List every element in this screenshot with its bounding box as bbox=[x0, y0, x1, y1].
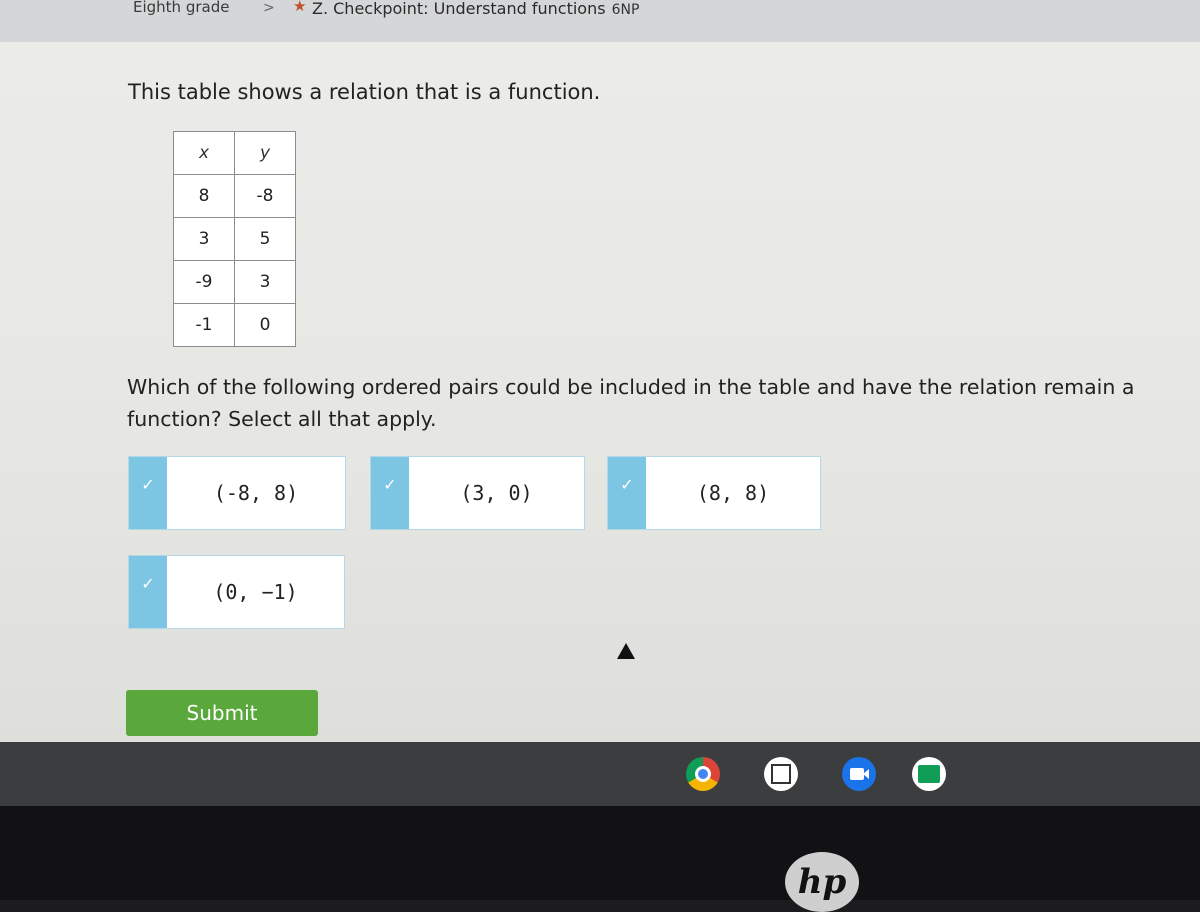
checkmark-icon: ✓ bbox=[371, 457, 409, 529]
table-cell: 0 bbox=[235, 304, 296, 347]
table-cell: -9 bbox=[174, 261, 235, 304]
function-table bbox=[173, 131, 296, 347]
breadcrumb bbox=[0, 0, 1200, 42]
mouse-cursor-icon bbox=[617, 643, 635, 659]
table-header-row bbox=[174, 132, 296, 175]
table-row bbox=[174, 304, 296, 347]
skill-title: Z. Checkpoint: Understand functions bbox=[312, 0, 606, 18]
google-classroom-icon-board bbox=[918, 765, 940, 783]
table-cell: 3 bbox=[235, 261, 296, 304]
prompt-text: This table shows a relation that is a function. bbox=[128, 80, 601, 104]
table-cell: 3 bbox=[174, 218, 235, 261]
choice-label: (0, −1) bbox=[213, 580, 298, 604]
star-icon: ★ bbox=[293, 0, 307, 15]
meet-icon[interactable] bbox=[842, 757, 876, 791]
table-cell: -8 bbox=[235, 175, 296, 218]
table-row bbox=[174, 261, 296, 304]
hp-logo: hp bbox=[785, 852, 859, 912]
laptop-bezel bbox=[0, 806, 1200, 900]
table-header-x: x bbox=[174, 132, 235, 175]
checkmark-icon: ✓ bbox=[129, 556, 167, 628]
checkmark-icon: ✓ bbox=[608, 457, 646, 529]
choice-label: (-8, 8) bbox=[213, 481, 299, 505]
choice-3-0[interactable] bbox=[370, 456, 585, 530]
classroom-icon[interactable] bbox=[764, 757, 798, 791]
table-row bbox=[174, 218, 296, 261]
choice-8-8[interactable] bbox=[607, 456, 821, 530]
table-header-y: y bbox=[235, 132, 296, 175]
classroom-icon-frame bbox=[771, 764, 791, 784]
chrome-icon-ring bbox=[695, 766, 711, 782]
breadcrumb-separator: > bbox=[263, 0, 275, 16]
choice-neg8-8[interactable] bbox=[128, 456, 346, 530]
breadcrumb-parent[interactable]: Eighth grade bbox=[133, 0, 230, 16]
question-text: Which of the following ordered pairs could be included in the table and have the relation remain a function? Select all that apply. bbox=[127, 375, 1135, 431]
choice-label: (3, 0) bbox=[460, 481, 533, 505]
table-row bbox=[174, 175, 296, 218]
table-cell: 8 bbox=[174, 175, 235, 218]
choice-label: (8, 8) bbox=[696, 481, 770, 505]
checkmark-icon: ✓ bbox=[129, 457, 167, 529]
chrome-icon-center bbox=[698, 769, 708, 779]
submit-button[interactable]: Submit bbox=[126, 690, 318, 736]
breadcrumb-current[interactable] bbox=[312, 0, 639, 18]
os-shelf bbox=[0, 742, 1200, 806]
table-cell: -1 bbox=[174, 304, 235, 347]
table-cell: 5 bbox=[235, 218, 296, 261]
meet-icon-camera bbox=[850, 768, 864, 780]
chrome-icon[interactable] bbox=[686, 757, 720, 791]
skill-code: 6NP bbox=[611, 2, 640, 18]
choice-0-neg1[interactable] bbox=[128, 555, 345, 629]
meet-icon-lens bbox=[863, 769, 869, 779]
google-classroom-icon[interactable] bbox=[912, 757, 946, 791]
